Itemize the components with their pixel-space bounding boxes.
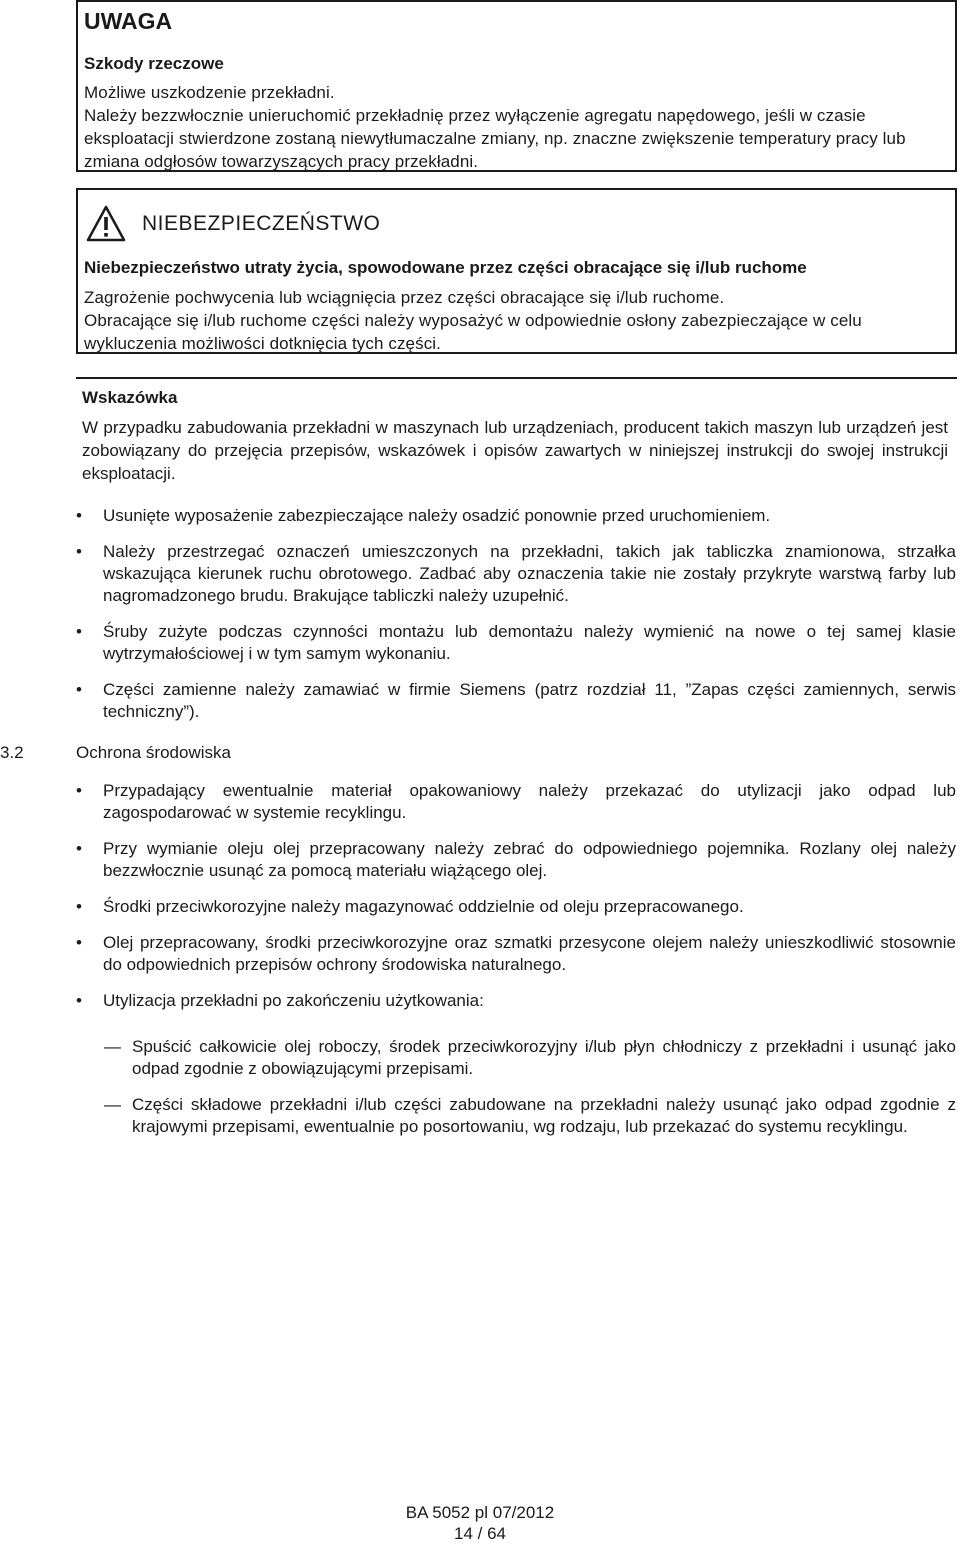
notice-body — [84, 81, 955, 173]
list-item — [76, 505, 956, 527]
dash-item-text: Części składowe przekładni i/lub części zabudowane na przekładni należy usunąć jako odpad zgodnie z krajowymi przepisami, ewentualnie po posortowaniu, wg rodzaju, lub przekazać do systemu recyklingu. — [132, 1095, 956, 1136]
list-item — [76, 780, 956, 824]
danger-line-1: Zagrożenie pochwycenia lub wciągnięcia przez części obracające się i/lub ruchome. — [84, 288, 725, 307]
list-item — [76, 932, 956, 976]
dash-icon: — — [104, 1095, 121, 1114]
note-divider — [76, 377, 957, 379]
list-item-text: Przy wymianie oleju olej przepracowany należy zebrać do odpowiedniego pojemnika. Rozlany olej należy bezzwłocznie usunąć za pomocą materiału wiążącego olej. — [103, 839, 956, 880]
bullet-icon: • — [76, 680, 82, 699]
notice-line-2: Należy bezzwłocznie unieruchomić przekładnię przez wyłączenie agregatu napędowego, jeśli w czasie eksploatacji stwierdzone zostaną niewytłumaczalne zmiany, np. znaczne zwiększenie temperatury pracy lub zmiana odgłosów towarzyszących pracy przekładni. — [84, 106, 906, 171]
dash-list-item — [104, 1094, 956, 1138]
notice-box-uwaga — [76, 0, 957, 172]
list-item-text: Olej przepracowany, środki przeciwkorozyjne oraz szmatki przesycone olejem należy unieszkodliwić stosownie do odpowiednich przepisów ochrony środowiska naturalnego. — [103, 933, 956, 974]
danger-box — [76, 188, 957, 354]
bullet-icon: • — [76, 542, 82, 561]
danger-subtitle: Niebezpieczeństwo utraty życia, spowodowane przez części obracające się i/lub ruchome — [84, 258, 807, 277]
section-number: 3.2 — [0, 743, 24, 762]
notice-subtitle: Szkody rzeczowe — [84, 54, 224, 73]
list-item — [76, 679, 956, 723]
danger-body — [84, 286, 949, 355]
danger-title: NIEBEZPIECZEŃSTWO — [142, 212, 381, 235]
note-body: W przypadku zabudowania przekładni w maszynach lub urządzeniach, producent takich maszyn lub urządzeń jest zobowiązany do przejęcia przepisów, wskazówek i opisów zawartych w niniejszej instrukcji do swojej instrukcji eksploatacji. — [82, 418, 948, 483]
warning-triangle-icon — [86, 205, 126, 243]
list-item-text: Przypadający ewentualnie materiał opakowaniowy należy przekazać do utylizacji jako odpad lub zagospodarować w systemie recyklingu. — [103, 781, 956, 822]
list-item — [76, 541, 956, 607]
note-title: Wskazówka — [82, 388, 178, 407]
list-item-text: Usunięte wyposażenie zabezpieczające należy osadzić ponownie przed uruchomieniem. — [103, 506, 771, 525]
disposal-dash-list — [104, 1036, 956, 1138]
dash-list-item — [104, 1036, 956, 1080]
bullet-icon: • — [76, 839, 82, 858]
notice-title: UWAGA — [84, 8, 173, 34]
bullet-icon: • — [76, 506, 82, 525]
list-item-text: Części zamienne należy zamawiać w firmie Siemens (patrz rozdział 11, ”Zapas części zamiennych, serwis techniczny”). — [103, 680, 956, 721]
document-id: BA 5052 pl 07/2012 — [405, 1503, 555, 1522]
environment-bullet-list — [76, 780, 956, 1012]
notice-line-1: Możliwe uszkodzenie przekładni. — [84, 83, 335, 102]
page-number: 14 / 64 — [454, 1524, 506, 1543]
list-item-text: Utylizacja przekładni po zakończeniu użytkowania: — [103, 991, 484, 1010]
list-item — [76, 990, 956, 1012]
list-item — [76, 838, 956, 882]
list-item-text: Śruby zużyte podczas czynności montażu lub demontażu należy wymienić na nowe o tej samej klasie wytrzymałościowej i w tym samym wykonaniu. — [103, 622, 956, 663]
danger-line-2: Obracające się i/lub ruchome części należy wyposażyć w odpowiednie osłony zabezpieczające w celu wykluczenia możliwości dotknięcia tych części. — [84, 311, 862, 353]
page-footer — [0, 1502, 960, 1544]
dash-item-text: Spuścić całkowicie olej roboczy, środek przeciwkorozyjny i/lub płyn chłodniczy z przekładni i usunąć jako odpad zgodnie z obowiązującymi przepisami. — [132, 1037, 956, 1078]
dash-icon: — — [104, 1037, 121, 1056]
list-item-text: Należy przestrzegać oznaczeń umieszczonych na przekładni, takich jak tabliczka znamionowa, strzałka wskazująca kierunek ruchu obrotowego. Zadbać aby oznaczenia takie nie zostały przykryte warstwą farby lub nagromadzonego brudu. Brakujące tabliczki należy uzupełnić. — [103, 542, 956, 605]
bullet-icon: • — [76, 622, 82, 641]
section-title: Ochrona środowiska — [76, 743, 231, 762]
list-item-text: Środki przeciwkorozyjne należy magazynować oddzielnie od oleju przepracowanego. — [103, 897, 744, 916]
bullet-icon: • — [76, 897, 82, 916]
bullet-icon: • — [76, 781, 82, 800]
danger-header — [86, 202, 380, 246]
bullet-icon: • — [76, 933, 82, 952]
safety-bullet-list — [76, 505, 956, 723]
bullet-icon: • — [76, 991, 82, 1010]
list-item — [76, 621, 956, 665]
list-item — [76, 896, 956, 918]
